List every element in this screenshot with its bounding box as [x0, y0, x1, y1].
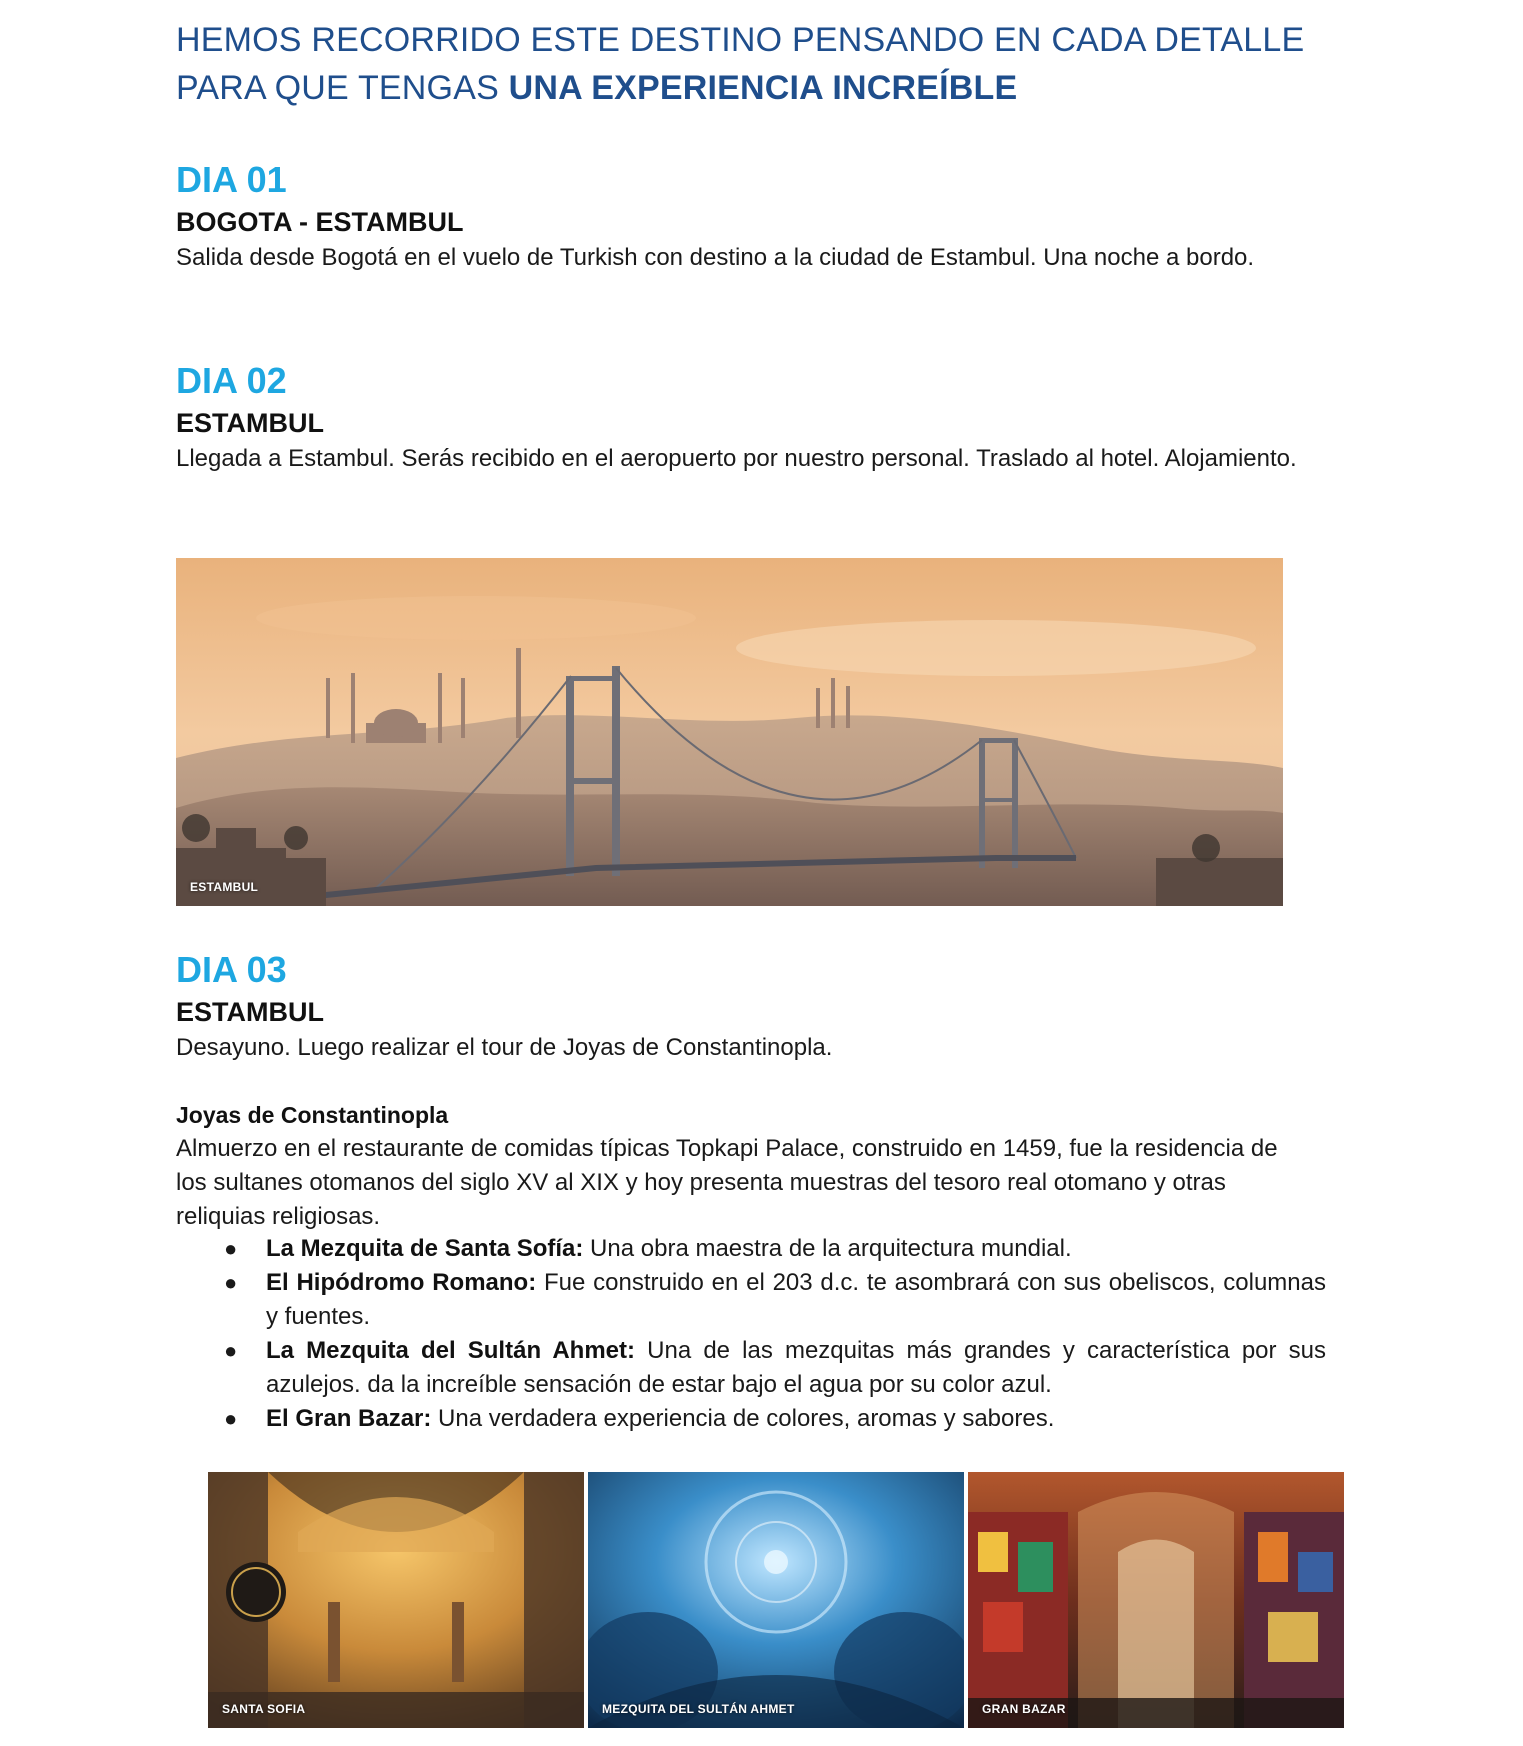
headline-prefix: PARA QUE TENGAS	[176, 69, 509, 107]
istanbul-bridge-photo	[176, 558, 1283, 906]
santa-sofia-illustration	[208, 1472, 584, 1728]
list-item	[176, 1266, 1326, 1334]
bullet-icon: ●	[224, 1236, 238, 1261]
day-2-text: Llegada a Estambul. Serás recibido en el aeropuerto por nuestro personal. Traslado al hotel. Alojamiento.	[176, 445, 1297, 472]
headline-line-2	[176, 64, 1376, 112]
day-1-label: DIA 01	[176, 159, 287, 200]
highlight-name: El Hipódromo Romano:	[266, 1269, 537, 1296]
gallery-caption: GRAN BAZAR	[982, 1702, 1066, 1716]
photo-gallery	[208, 1472, 1346, 1728]
headline-line-1: HEMOS RECORRIDO ESTE DESTINO PENSANDO EN CADA DETALLE	[176, 21, 1305, 59]
bullet-icon: ●	[224, 1406, 238, 1431]
gallery-caption: SANTA SOFIA	[222, 1702, 306, 1716]
highlight-name: La Mezquita de Santa Sofía:	[266, 1235, 584, 1262]
bridge-illustration	[176, 558, 1283, 906]
sultan-ahmet-photo	[588, 1472, 964, 1728]
blue-mosque-illustration	[588, 1472, 964, 1728]
day-1-title: BOGOTA - ESTAMBUL	[176, 207, 464, 237]
photo-caption: ESTAMBUL	[190, 880, 259, 894]
tour-title: Joyas de Constantinopla	[176, 1102, 449, 1128]
gallery-caption: MEZQUITA DEL SULTÁN AHMET	[602, 1702, 795, 1716]
day-2-title: ESTAMBUL	[176, 408, 324, 438]
list-item	[176, 1402, 1326, 1436]
list-item	[176, 1334, 1326, 1402]
day-3-label: DIA 03	[176, 949, 287, 990]
highlight-name: La Mezquita del Sultán Ahmet:	[266, 1337, 636, 1364]
highlight-desc: Fue construido en el 203 d.c. te asombrará con sus obeliscos, columnas y fuentes.	[266, 1269, 1326, 1330]
list-item	[176, 1232, 1326, 1266]
page-headline	[176, 16, 1376, 112]
day-1-text: Salida desde Bogotá en el vuelo de Turkish con destino a la ciudad de Estambul. Una noche a bordo.	[176, 244, 1255, 271]
bullet-icon: ●	[224, 1270, 238, 1295]
tour-highlights-list	[176, 1232, 1326, 1436]
day-2-label: DIA 02	[176, 360, 287, 401]
highlight-name: El Gran Bazar:	[266, 1405, 432, 1432]
grand-bazaar-illustration	[968, 1472, 1344, 1728]
bullet-icon: ●	[224, 1338, 238, 1363]
tour-description: Almuerzo en el restaurante de comidas típicas Topkapi Palace, construido en 1459, fue la residencia de los sultanes otomanos del siglo XV al XIX y hoy presenta muestras del tesoro real otomano y otras reliquias religiosas.	[176, 1135, 1278, 1230]
headline-emphasis: UNA EXPERIENCIA INCREÍBLE	[508, 69, 1018, 107]
gran-bazar-photo	[968, 1472, 1344, 1728]
highlight-desc: Una de las mezquitas más grandes y característica por sus azulejos. da la increíble sensación de estar bajo el agua por su color azul.	[266, 1337, 1326, 1398]
highlight-desc: Una verdadera experiencia de colores, aromas y sabores.	[431, 1405, 1055, 1432]
highlight-desc: Una obra maestra de la arquitectura mundial.	[583, 1235, 1072, 1262]
day-3-text: Desayuno. Luego realizar el tour de Joyas de Constantinopla.	[176, 1034, 833, 1061]
santa-sofia-photo	[208, 1472, 584, 1728]
day-3-title: ESTAMBUL	[176, 997, 324, 1027]
